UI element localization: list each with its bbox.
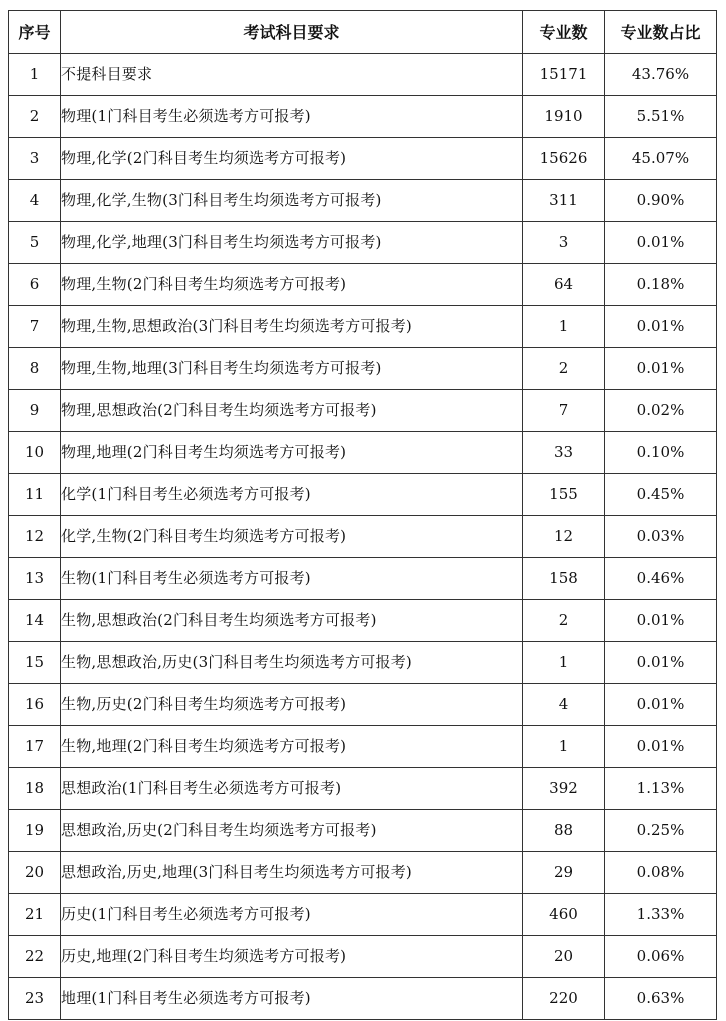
cell-index: 22 bbox=[9, 936, 61, 978]
cell-count: 220 bbox=[523, 978, 605, 1020]
cell-share: 0.01% bbox=[605, 600, 717, 642]
cell-requirement: 物理,生物(2门科目考生均须选考方可报考) bbox=[61, 264, 523, 306]
cell-index: 21 bbox=[9, 894, 61, 936]
cell-index: 11 bbox=[9, 474, 61, 516]
cell-requirement: 生物(1门科目考生必须选考方可报考) bbox=[61, 558, 523, 600]
cell-index: 7 bbox=[9, 306, 61, 348]
cell-share: 0.01% bbox=[605, 684, 717, 726]
cell-share: 43.76% bbox=[605, 54, 717, 96]
table-row bbox=[9, 474, 717, 516]
cell-index: 5 bbox=[9, 222, 61, 264]
table-row bbox=[9, 768, 717, 810]
cell-share: 0.03% bbox=[605, 516, 717, 558]
table-row bbox=[9, 432, 717, 474]
cell-count: 155 bbox=[523, 474, 605, 516]
table-row bbox=[9, 348, 717, 390]
cell-count: 29 bbox=[523, 852, 605, 894]
cell-share: 45.07% bbox=[605, 138, 717, 180]
cell-index: 16 bbox=[9, 684, 61, 726]
cell-share: 0.25% bbox=[605, 810, 717, 852]
cell-share: 0.02% bbox=[605, 390, 717, 432]
cell-count: 1 bbox=[523, 642, 605, 684]
table-row bbox=[9, 852, 717, 894]
cell-share: 0.18% bbox=[605, 264, 717, 306]
cell-count: 460 bbox=[523, 894, 605, 936]
cell-requirement: 物理,化学,生物(3门科目考生均须选考方可报考) bbox=[61, 180, 523, 222]
header-requirement: 考试科目要求 bbox=[61, 11, 523, 54]
cell-count: 1910 bbox=[523, 96, 605, 138]
cell-index: 19 bbox=[9, 810, 61, 852]
cell-index: 12 bbox=[9, 516, 61, 558]
cell-requirement: 物理,生物,思想政治(3门科目考生均须选考方可报考) bbox=[61, 306, 523, 348]
cell-share: 0.63% bbox=[605, 978, 717, 1020]
table-row bbox=[9, 978, 717, 1020]
table-row bbox=[9, 894, 717, 936]
cell-requirement: 历史(1门科目考生必须选考方可报考) bbox=[61, 894, 523, 936]
cell-requirement: 化学(1门科目考生必须选考方可报考) bbox=[61, 474, 523, 516]
cell-requirement: 地理(1门科目考生必须选考方可报考) bbox=[61, 978, 523, 1020]
cell-count: 2 bbox=[523, 348, 605, 390]
cell-requirement: 化学,生物(2门科目考生均须选考方可报考) bbox=[61, 516, 523, 558]
cell-requirement: 不提科目要求 bbox=[61, 54, 523, 96]
cell-share: 0.01% bbox=[605, 306, 717, 348]
table-row bbox=[9, 180, 717, 222]
table-row bbox=[9, 264, 717, 306]
cell-requirement: 生物,思想政治,历史(3门科目考生均须选考方可报考) bbox=[61, 642, 523, 684]
cell-index: 6 bbox=[9, 264, 61, 306]
cell-requirement: 物理,化学,地理(3门科目考生均须选考方可报考) bbox=[61, 222, 523, 264]
cell-requirement: 生物,思想政治(2门科目考生均须选考方可报考) bbox=[61, 600, 523, 642]
cell-share: 0.10% bbox=[605, 432, 717, 474]
table-header bbox=[9, 11, 717, 54]
cell-count: 12 bbox=[523, 516, 605, 558]
cell-requirement: 物理,思想政治(2门科目考生均须选考方可报考) bbox=[61, 390, 523, 432]
cell-requirement: 物理,化学(2门科目考生均须选考方可报考) bbox=[61, 138, 523, 180]
cell-count: 392 bbox=[523, 768, 605, 810]
cell-requirement: 思想政治(1门科目考生必须选考方可报考) bbox=[61, 768, 523, 810]
table-row bbox=[9, 642, 717, 684]
cell-index: 20 bbox=[9, 852, 61, 894]
table-row bbox=[9, 810, 717, 852]
table-row bbox=[9, 138, 717, 180]
cell-share: 0.06% bbox=[605, 936, 717, 978]
table-row bbox=[9, 726, 717, 768]
cell-count: 1 bbox=[523, 726, 605, 768]
table-row bbox=[9, 558, 717, 600]
cell-requirement: 生物,历史(2门科目考生均须选考方可报考) bbox=[61, 684, 523, 726]
cell-requirement: 思想政治,历史,地理(3门科目考生均须选考方可报考) bbox=[61, 852, 523, 894]
cell-count: 15171 bbox=[523, 54, 605, 96]
cell-index: 4 bbox=[9, 180, 61, 222]
cell-index: 3 bbox=[9, 138, 61, 180]
cell-requirement: 思想政治,历史(2门科目考生均须选考方可报考) bbox=[61, 810, 523, 852]
cell-count: 158 bbox=[523, 558, 605, 600]
table-row bbox=[9, 306, 717, 348]
table-row bbox=[9, 54, 717, 96]
cell-count: 88 bbox=[523, 810, 605, 852]
cell-count: 1 bbox=[523, 306, 605, 348]
cell-index: 23 bbox=[9, 978, 61, 1020]
cell-index: 17 bbox=[9, 726, 61, 768]
cell-index: 13 bbox=[9, 558, 61, 600]
cell-count: 7 bbox=[523, 390, 605, 432]
cell-count: 2 bbox=[523, 600, 605, 642]
cell-requirement: 物理,生物,地理(3门科目考生均须选考方可报考) bbox=[61, 348, 523, 390]
cell-share: 1.13% bbox=[605, 768, 717, 810]
cell-index: 15 bbox=[9, 642, 61, 684]
cell-count: 33 bbox=[523, 432, 605, 474]
cell-count: 311 bbox=[523, 180, 605, 222]
cell-index: 8 bbox=[9, 348, 61, 390]
table-row bbox=[9, 516, 717, 558]
cell-requirement: 物理,地理(2门科目考生均须选考方可报考) bbox=[61, 432, 523, 474]
cell-share: 0.90% bbox=[605, 180, 717, 222]
header-count: 专业数 bbox=[523, 11, 605, 54]
cell-index: 14 bbox=[9, 600, 61, 642]
cell-share: 5.51% bbox=[605, 96, 717, 138]
cell-index: 10 bbox=[9, 432, 61, 474]
table-row bbox=[9, 684, 717, 726]
cell-index: 1 bbox=[9, 54, 61, 96]
subject-requirements-table bbox=[8, 10, 717, 1020]
table-row bbox=[9, 96, 717, 138]
header-row bbox=[9, 11, 717, 54]
cell-share: 0.01% bbox=[605, 222, 717, 264]
cell-count: 3 bbox=[523, 222, 605, 264]
table-row bbox=[9, 222, 717, 264]
table-body bbox=[9, 54, 717, 1020]
table-row bbox=[9, 600, 717, 642]
cell-share: 0.01% bbox=[605, 726, 717, 768]
cell-share: 0.46% bbox=[605, 558, 717, 600]
table-row bbox=[9, 390, 717, 432]
header-index: 序号 bbox=[9, 11, 61, 54]
cell-index: 18 bbox=[9, 768, 61, 810]
cell-requirement: 历史,地理(2门科目考生均须选考方可报考) bbox=[61, 936, 523, 978]
cell-share: 0.45% bbox=[605, 474, 717, 516]
cell-index: 2 bbox=[9, 96, 61, 138]
table-row bbox=[9, 936, 717, 978]
cell-share: 1.33% bbox=[605, 894, 717, 936]
header-share: 专业数占比 bbox=[605, 11, 717, 54]
cell-share: 0.08% bbox=[605, 852, 717, 894]
cell-requirement: 生物,地理(2门科目考生均须选考方可报考) bbox=[61, 726, 523, 768]
cell-count: 64 bbox=[523, 264, 605, 306]
cell-count: 4 bbox=[523, 684, 605, 726]
cell-count: 15626 bbox=[523, 138, 605, 180]
cell-share: 0.01% bbox=[605, 348, 717, 390]
cell-requirement: 物理(1门科目考生必须选考方可报考) bbox=[61, 96, 523, 138]
cell-index: 9 bbox=[9, 390, 61, 432]
cell-count: 20 bbox=[523, 936, 605, 978]
cell-share: 0.01% bbox=[605, 642, 717, 684]
